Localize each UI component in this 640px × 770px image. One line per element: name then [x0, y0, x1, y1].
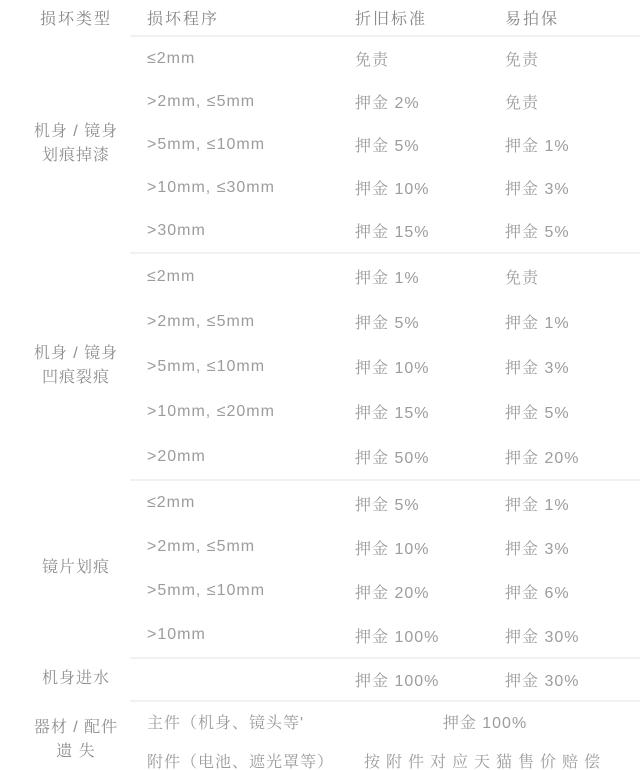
table-row — [130, 741, 640, 770]
depreciation-cell: 押金 50% — [355, 450, 430, 467]
degree-cell: ≤2mm — [147, 267, 196, 285]
part-label-cell: 主件（机身、镜头等' — [147, 715, 305, 732]
category-line: 凹痕裂痕 — [41, 368, 110, 386]
category-cell — [0, 657, 130, 700]
yipaibao-cell: 押金 3% — [505, 181, 570, 198]
table-row — [130, 481, 640, 525]
yipaibao-cell: 押金 30% — [505, 673, 580, 690]
section-body-scratch — [0, 35, 640, 252]
depreciation-cell: 押金 5% — [355, 138, 420, 155]
section-rows — [130, 252, 640, 479]
table-row — [130, 299, 640, 344]
depreciation-cell: 押金 10% — [355, 181, 430, 198]
category-line: 机身 / 镜身 — [33, 344, 119, 362]
category-cell — [0, 35, 130, 252]
table-row — [130, 166, 640, 209]
degree-cell: >10mm, ≤20mm — [147, 402, 275, 420]
category-cell — [0, 479, 130, 657]
category-cell — [0, 700, 130, 770]
depreciation-cell: 押金 10% — [355, 360, 430, 377]
table-row — [130, 569, 640, 613]
depreciation-cell: 押金 15% — [355, 224, 430, 241]
degree-cell: >5mm, ≤10mm — [147, 135, 266, 153]
degree-cell: ≤2mm — [147, 494, 196, 511]
degree-cell: >30mm — [147, 221, 206, 239]
table-row — [130, 37, 640, 80]
table-row — [130, 702, 640, 741]
table-header-row — [0, 0, 640, 35]
yipaibao-cell: 押金 1% — [505, 496, 570, 514]
depreciation-cell: 押金 10% — [355, 540, 430, 558]
section-body-dent — [0, 252, 640, 479]
degree-cell: >5mm, ≤10mm — [147, 357, 266, 375]
degree-cell: >10mm — [147, 626, 206, 643]
depreciation-cell: 押金 100% — [355, 628, 440, 646]
table-row — [130, 344, 640, 389]
depreciation-cell: 押金 2% — [355, 95, 420, 112]
yipaibao-cell: 押金 5% — [505, 224, 570, 241]
column-header-depreciation: 折旧标准 — [355, 11, 428, 28]
depreciation-cell: 押金 15% — [355, 405, 430, 422]
column-header-damage-type: 损坏类型 — [39, 11, 112, 28]
category-line: 器材 / 配件 — [33, 719, 119, 736]
section-equipment-loss — [0, 700, 640, 770]
table-row — [130, 389, 640, 434]
section-water-damage — [0, 657, 640, 700]
column-header-damage-degree: 损坏程序 — [147, 11, 220, 28]
degree-cell: >10mm, ≤30mm — [147, 178, 275, 196]
yipaibao-cell: 押金 3% — [505, 360, 570, 377]
table-row — [130, 659, 640, 700]
table-row — [130, 613, 640, 657]
degree-cell: ≤2mm — [147, 49, 196, 67]
degree-cell: >2mm, ≤5mm — [147, 538, 256, 555]
table-row — [130, 254, 640, 299]
part-label-cell: 附件（电池、遮光罩等） — [147, 754, 335, 770]
section-lens-scratch — [0, 479, 640, 657]
degree-cell: >2mm, ≤5mm — [147, 92, 256, 110]
table-row — [130, 434, 640, 479]
depreciation-cell: 免责 — [355, 52, 390, 69]
depreciation-cell: 押金 100% — [355, 673, 440, 690]
category-line: 遗 失 — [56, 743, 96, 760]
yipaibao-cell: 押金 30% — [505, 628, 580, 646]
table-row — [130, 123, 640, 166]
section-rows — [130, 700, 640, 770]
degree-cell: >2mm, ≤5mm — [147, 312, 256, 330]
yipaibao-cell: 押金 3% — [505, 540, 570, 558]
yipaibao-cell: 押金 5% — [505, 405, 570, 422]
table-row — [130, 80, 640, 123]
depreciation-cell: 押金 20% — [355, 584, 430, 602]
yipaibao-cell: 押金 1% — [505, 138, 570, 155]
section-rows — [130, 479, 640, 657]
yipaibao-cell: 押金 1% — [505, 315, 570, 332]
category-line: 机身进水 — [41, 669, 110, 687]
category-line: 镜片划痕 — [41, 559, 110, 576]
table-row — [130, 525, 640, 569]
category-line: 机身 / 镜身 — [33, 122, 119, 140]
section-rows — [130, 657, 640, 700]
yipaibao-cell: 押金 6% — [505, 584, 570, 602]
table-row — [130, 209, 640, 252]
compensation-cell: 押金 100% — [442, 715, 528, 732]
depreciation-cell: 押金 1% — [355, 270, 420, 287]
depreciation-cell: 押金 5% — [355, 496, 420, 514]
yipaibao-cell: 免责 — [505, 52, 540, 69]
depreciation-cell: 押金 5% — [355, 315, 420, 332]
section-rows — [130, 35, 640, 252]
compensation-cell: 按附件对应天猫售价赔偿 — [363, 754, 606, 770]
degree-cell: >5mm, ≤10mm — [147, 582, 266, 599]
yipaibao-cell: 押金 20% — [505, 450, 580, 467]
column-header-yipaibao: 易拍保 — [505, 11, 560, 28]
yipaibao-cell: 免责 — [505, 270, 540, 287]
yipaibao-cell: 免责 — [505, 95, 540, 112]
category-cell — [0, 252, 130, 479]
category-line: 划痕掉漆 — [41, 146, 110, 164]
degree-cell: >20mm — [147, 447, 206, 465]
